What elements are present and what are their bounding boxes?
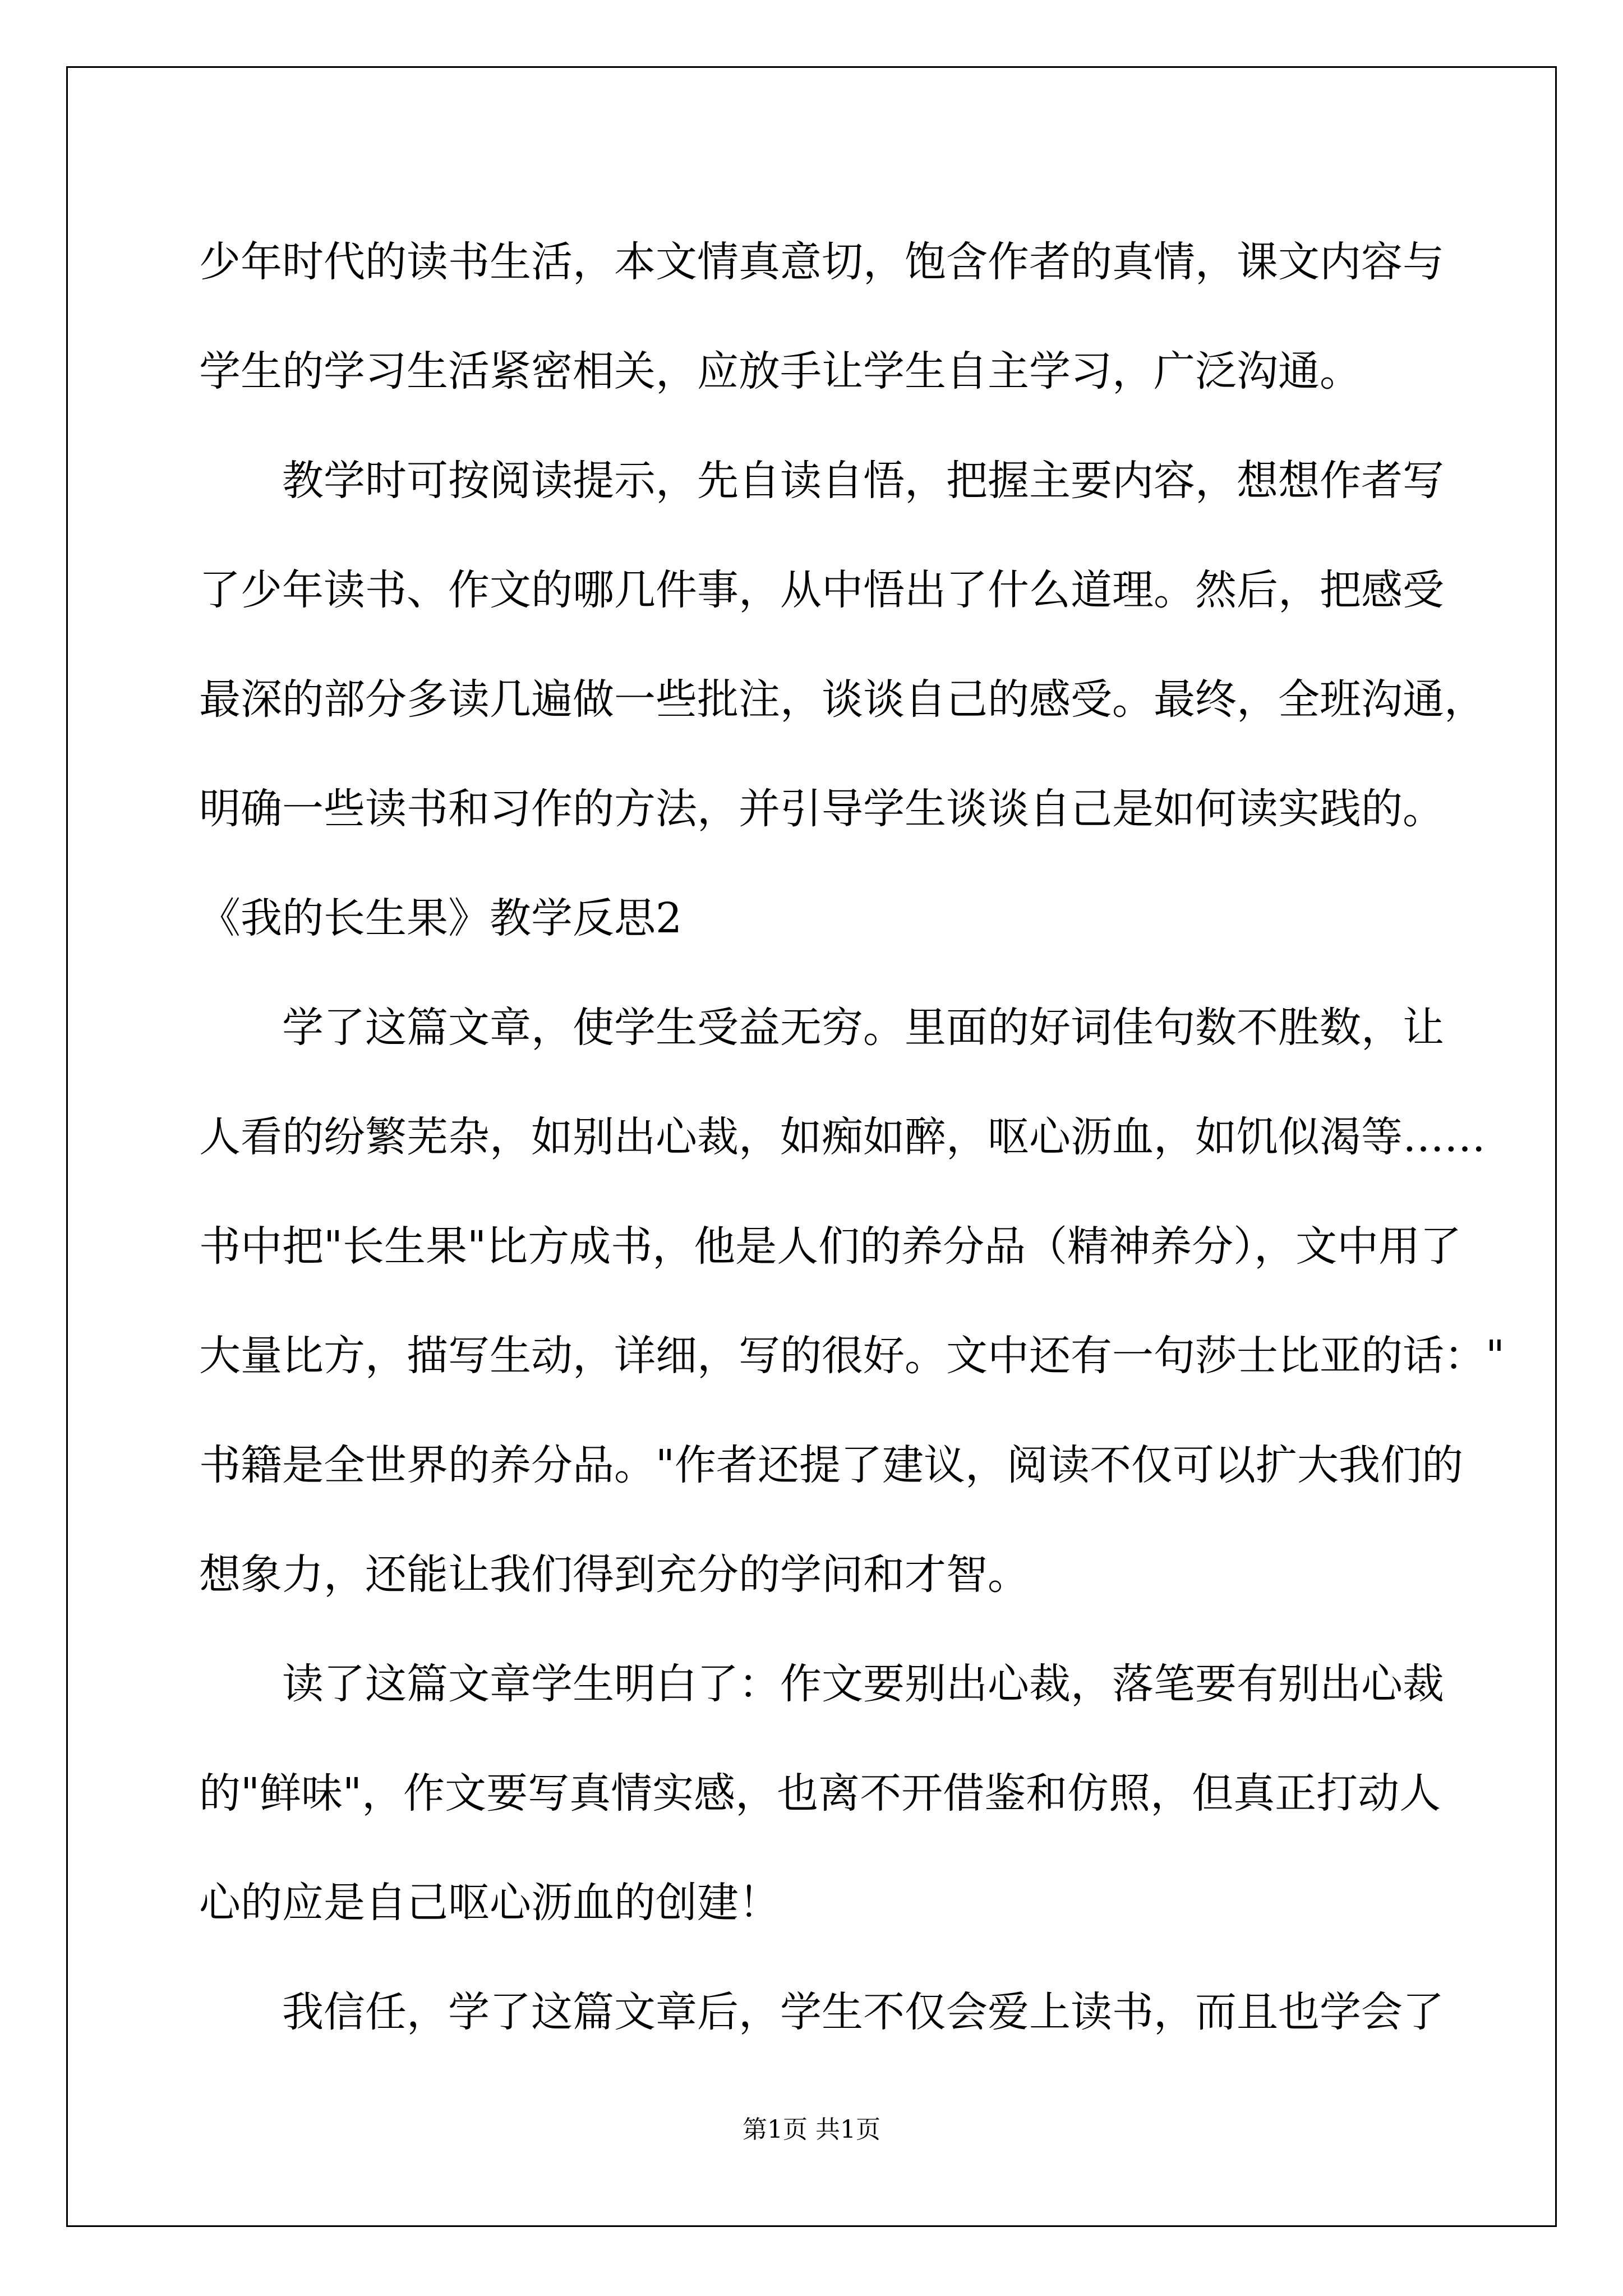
- text-line: 了少年读书、作文的哪几件事，从中悟出了什么道理。然后，把感受: [199, 566, 1444, 614]
- text-line: 的"鲜味"，作文要写真情实感，也离不开借鉴和仿照，但真正打动人: [199, 1769, 1441, 1818]
- text-line: 大量比方，描写生动，详细，写的很好。文中还有一句莎士比亚的话：": [199, 1332, 1505, 1380]
- text-line: 心的应是自己呕心沥血的创建！: [199, 1879, 780, 1927]
- text-line: 最深的部分多读几遍做一些批注，谈谈自己的感受。最终，全班沟通，: [199, 675, 1486, 724]
- text-line: 读了这篇文章学生明白了：作文要别出心裁，落笔要有别出心裁: [282, 1660, 1444, 1708]
- text-line: 学了这篇文章，使学生受益无穷。里面的好词佳句数不胜数，让: [282, 1004, 1444, 1052]
- page-number-footer: 第1页 共1页: [743, 2115, 880, 2144]
- text-line: 人看的纷繁芜杂，如别出心裁，如痴如醉，呕心沥血，如饥似渴等……: [199, 1113, 1486, 1161]
- text-line: 明确一些读书和习作的方法，并引导学生谈谈自己是如何读实践的。: [199, 785, 1444, 833]
- text-line: 书中把"长生果"比方成书，他是人们的养分品（精神养分），文中用了: [199, 1222, 1462, 1271]
- text-line: 学生的学习生活紧密相关，应放手让学生自主学习，广泛沟通。: [199, 347, 1361, 395]
- text-line: 教学时可按阅读提示，先自读自悟，把握主要内容，想想作者写: [282, 457, 1444, 505]
- text-line: 书籍是全世界的养分品。"作者还提了建议，阅读不仅可以扩大我们的: [199, 1441, 1464, 1489]
- section-heading: 《我的长生果》教学反思2: [199, 894, 683, 942]
- text-line: 我信任，学了这篇文章后，学生不仅会爱上读书，而且也学会了: [282, 1988, 1444, 2036]
- text-line: 少年时代的读书生活，本文情真意切，饱含作者的真情，课文内容与: [199, 238, 1444, 286]
- text-line: 想象力，还能让我们得到充分的学问和才智。: [199, 1550, 1029, 1599]
- document-body: [199, 208, 1505, 2067]
